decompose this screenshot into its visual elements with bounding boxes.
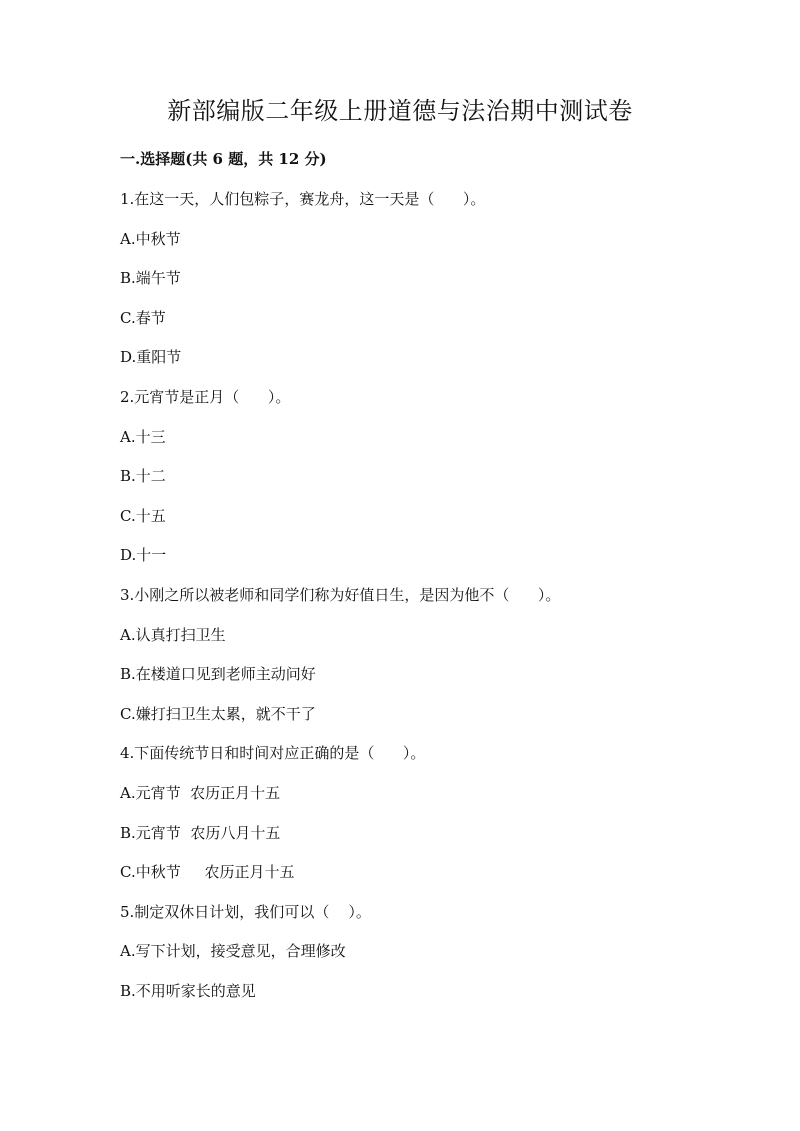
section-heading: 一.选择题(共 6 题，共 12 分) [120, 150, 327, 168]
question-1-option-d: D.重阳节 [120, 348, 182, 367]
question-5-stem: 5.制定双休日计划，我们可以（ ）。 [120, 902, 371, 921]
question-1-option-a: A.中秋节 [120, 229, 181, 248]
question-3-stem: 3.小刚之所以被老师和同学们称为好值日生，是因为他不（ ）。 [120, 585, 561, 604]
question-list [120, 188, 720, 1019]
question-3-option-c: C.嫌打扫卫生太累，就不干了 [120, 704, 316, 723]
question-4-option-c: C.中秋节 农历正月十五 [120, 863, 295, 882]
question-2-option-d: D.十一 [120, 546, 167, 565]
question-1-stem: 1.在这一天，人们包粽子，赛龙舟，这一天是（ ）。 [120, 190, 486, 208]
question-1-option-c: C.春节 [120, 308, 166, 327]
question-1-option-b: B.端午节 [120, 269, 181, 288]
question-4-stem: 4.下面传统节日和时间对应正确的是（ ）。 [120, 744, 426, 763]
question-3-option-b: B.在楼道口见到老师主动问好 [120, 665, 316, 684]
question-4-option-b: B.元宵节 农历八月十五 [120, 823, 281, 842]
question-4-option-a: A.元宵节 农历正月十五 [120, 783, 281, 802]
question-5-option-b: B.不用听家长的意见 [120, 981, 256, 1000]
question-2-stem: 2.元宵节是正月（ ）。 [120, 387, 291, 406]
question-2-option-b: B.十二 [120, 467, 166, 486]
question-2-option-c: C.十五 [120, 506, 166, 525]
question-5-option-a: A.写下计划，接受意见，合理修改 [120, 942, 346, 961]
page-title: 新部编版二年级上册道德与法治期中测试卷 [167, 97, 633, 125]
question-2-option-a: A.十三 [120, 427, 166, 446]
question-3-option-a: A.认真打扫卫生 [120, 625, 226, 644]
